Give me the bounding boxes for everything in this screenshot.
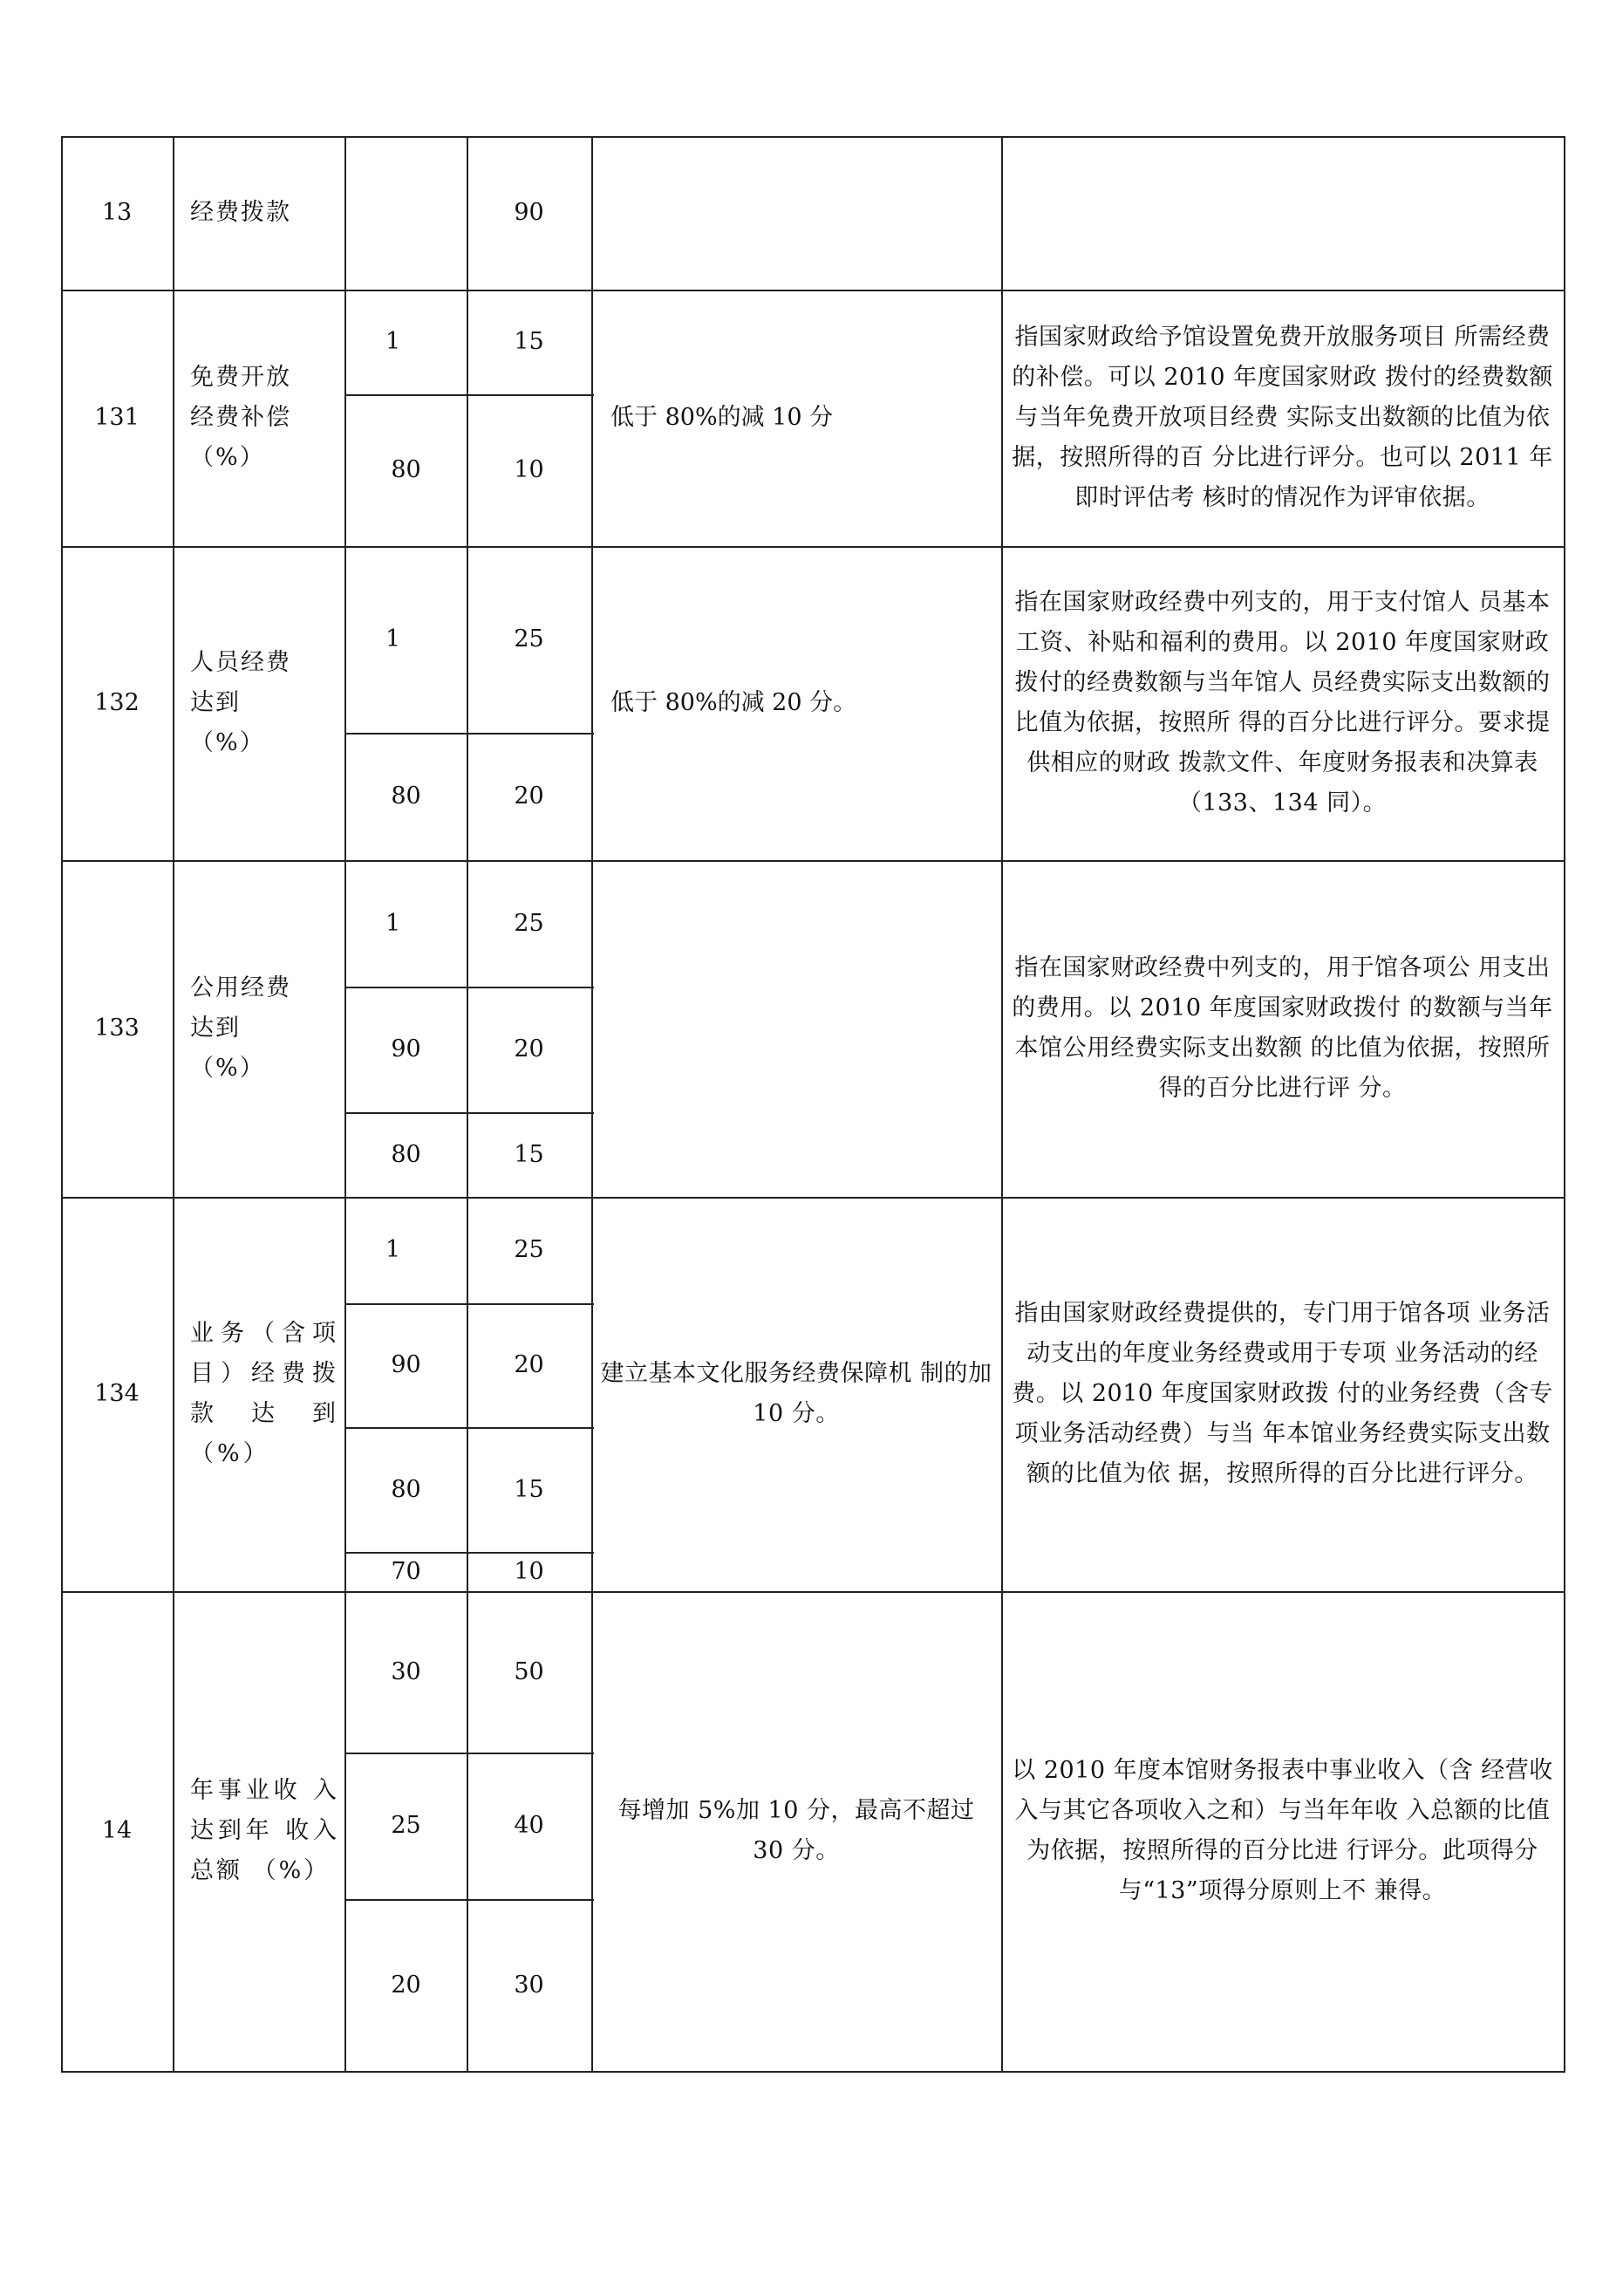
- tier-threshold: 90: [391, 1351, 421, 1378]
- item-name: [173, 1197, 344, 1591]
- tier-score: 90: [514, 199, 544, 226]
- rule-text: 低于 80%的减 10 分: [610, 404, 834, 431]
- tier-threshold: 25: [391, 1812, 421, 1839]
- tier-threshold: 90: [391, 1035, 421, 1063]
- item-name: [173, 1591, 344, 2071]
- tier-score: 50: [514, 1657, 544, 1685]
- table-border-bottom: [61, 2071, 1565, 2073]
- description-text: 指国家财政给予馆设置免费开放服务项目 所需经费的补偿。可以 2010 年度国家财政 拨付的经费数额与当年免费开放项目经费 实际支出数额的比值为依据，按照所得的百 分比进行评分。也可以 2011 年即时评估考 核时的情况作为评审依据。: [1012, 324, 1553, 511]
- item-name: 经费拨款: [190, 199, 291, 226]
- tier-score: 25: [514, 1236, 544, 1263]
- tier-threshold: 80: [391, 782, 421, 810]
- description-text: [1001, 136, 1564, 290]
- tier-score: 40: [514, 1812, 544, 1839]
- tier-score: 20: [514, 782, 544, 810]
- description-text: 指由国家财政经费提供的，专门用于馆各项 业务活动支出的年度业务经费或用于专项 业务活动的经费。以 2010 年度国家财政拨 付的业务经费（含专项业务活动经费）与当 年本馆业务经费实际支出数额的比值为依 据，按照所得的百分比进行评分。: [1012, 1300, 1553, 1487]
- item-name: [173, 290, 344, 546]
- tier-score: 15: [514, 1140, 544, 1168]
- tier-score: 30: [514, 1971, 544, 1999]
- item-name-label: 年事业收 入达到年 收入总额 （%）: [190, 1777, 339, 1884]
- tier-score: 20: [514, 1035, 544, 1063]
- tier-threshold: [345, 136, 467, 290]
- item-code: 133: [94, 1015, 140, 1042]
- item-name-label: 业务（含项目）经费拨款达到（%）: [190, 1320, 339, 1467]
- rule-text: [591, 136, 1001, 290]
- item-name-label: 免费开放经费补偿（%）: [190, 364, 291, 471]
- table-border-right: [1564, 136, 1565, 2073]
- tier-threshold: 1: [385, 625, 401, 653]
- description-text: 指在国家财政经费中列支的，用于支付馆人 员基本工资、补贴和福利的费用。以 2010 年度国家财政拨付的经费数额与当年馆人 员经费实际支出数额的比值为依据，按照所 得的百分比进行评分。要求提供相应的财政 拨款文件、年度财务报表和决算表（133、134 同）。: [1014, 589, 1551, 817]
- item-code: 132: [94, 689, 140, 716]
- item-name-label: 人员经费达到（%）: [190, 649, 291, 756]
- tier-threshold: 80: [391, 1475, 421, 1503]
- tier-score: 25: [514, 909, 544, 937]
- tier-score: 25: [514, 625, 544, 653]
- tier-score: 20: [514, 1351, 544, 1378]
- description-text: 指在国家财政经费中列支的，用于馆各项公 用支出的费用。以 2010 年度国家财政拨付 的数额与当年本馆公用经费实际支出数额 的比值为依据，按照所得的百分比进行评 分。: [1012, 954, 1553, 1102]
- tier-score: 10: [514, 1558, 544, 1585]
- tier-threshold: 1: [385, 1236, 401, 1263]
- item-code: 134: [94, 1380, 140, 1407]
- tier-threshold: 20: [391, 1971, 421, 1999]
- tier-threshold: 1: [385, 909, 401, 937]
- item-name-label: 公用经费达到（%）: [190, 974, 291, 1082]
- item-code: 131: [94, 404, 140, 431]
- item-code: 14: [101, 1817, 133, 1844]
- scoring-table: [61, 136, 1565, 2073]
- rule-text: [591, 860, 1001, 1197]
- rule-text: 每增加 5%加 10 分，最高不超过 30 分。: [617, 1797, 975, 1864]
- item-name: [173, 546, 344, 860]
- tier-threshold: 1: [385, 328, 401, 355]
- rule-text: 低于 80%的减 20 分。: [610, 689, 857, 716]
- item-code: 13: [101, 199, 133, 226]
- tier-threshold: 70: [391, 1558, 421, 1585]
- tier-threshold: 80: [391, 1140, 421, 1168]
- tier-threshold: 30: [391, 1657, 421, 1685]
- tier-threshold: 80: [391, 456, 421, 483]
- item-name: [173, 860, 344, 1197]
- tier-score: 15: [514, 328, 544, 355]
- tier-score: 15: [514, 1475, 544, 1503]
- rule-text: 建立基本文化服务经费保障机 制的加 10 分。: [600, 1360, 992, 1427]
- description-text: 以 2010 年度本馆财务报表中事业收入（含 经营收入与其它各项收入之和）与当年年收 入总额的比值为依据，按照所得的百分比进 行评分。此项得分与“13”项得分原则上不 兼得。: [1012, 1757, 1553, 1904]
- tier-score: 10: [514, 456, 544, 483]
